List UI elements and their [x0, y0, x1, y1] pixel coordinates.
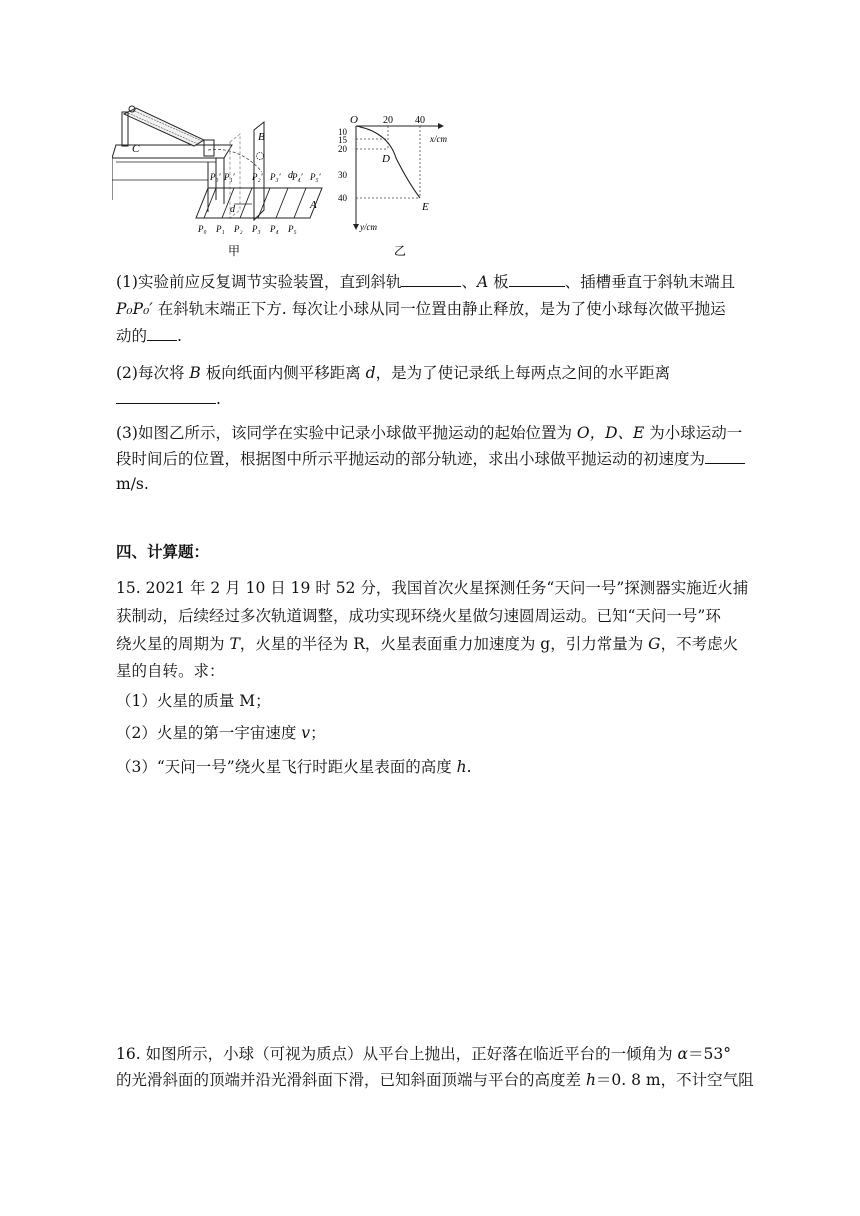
label-p5: P₅: [288, 224, 297, 234]
label-c: C: [132, 143, 140, 155]
y-tick-20: 20: [338, 144, 347, 154]
caption-jia: 甲: [228, 244, 241, 258]
section-heading: 四、计算题：: [116, 542, 210, 561]
figure-jia: [112, 100, 338, 260]
y-tick-15: 15: [338, 135, 347, 145]
label-a: A: [310, 199, 317, 211]
y-tick-30: 30: [338, 170, 347, 180]
label-p1-prime: P₁′: [224, 172, 235, 182]
q15-line4: 星的自转。求：: [116, 662, 225, 680]
q14-part3-line1: (3)如图乙所示，该同学在实验中记录小球做平抛运动的起始位置为 O，D、E 为小球运动一: [116, 424, 743, 442]
label-p3-prime: P₃′: [270, 172, 281, 182]
answer-blank[interactable]: [116, 389, 216, 404]
figure-yi: [336, 112, 466, 260]
label-p5-prime: P₅′: [310, 172, 321, 182]
q16-line2: 的光滑斜面的顶端并沿光滑斜面下滑，已知斜面顶端与平台的高度差 h＝0. 8 m，不计空气阻: [116, 1071, 754, 1089]
y-tick-10: 10: [338, 127, 347, 137]
board-a: [196, 188, 322, 218]
label-d-bottom: d: [230, 204, 235, 215]
q14-part3-line3: m/s.: [116, 475, 149, 493]
q14-part1-line3: 动的 .: [116, 327, 182, 345]
label-p3: P₃: [252, 224, 261, 234]
answer-blank[interactable]: [147, 326, 177, 341]
q16-line1: 16. 如图所示，小球（可视为质点）从平台上抛出，正好落在临近平台的一倾角为 α＝53°: [116, 1045, 731, 1063]
q14-part2-line1: (2)每次将 B 板向纸面内侧平移距离 d，是为了使记录纸上每两点之间的水平距离: [116, 364, 671, 382]
x-tick-40: 40: [415, 115, 425, 126]
point-e-label: E: [422, 201, 429, 213]
x-tick-20: 20: [383, 115, 393, 126]
q15-line3: 绕火星的周期为 T，火星的半径为 R，火星表面重力加速度为 g，引力常量为 G，不考虑火: [116, 635, 739, 653]
label-p1: P₁: [216, 224, 225, 234]
q15-line1: 15. 2021 年 2 月 10 日 19 时 52 分，我国首次火星探测任务“天问一号”探测器实施近火捕: [116, 579, 749, 597]
q15-line2: 获制动，后续经过多次轨道调整，成功实现环绕火星做匀速圆周运动。已知“天问一号”环: [116, 607, 721, 625]
q14-part2-line2: .: [116, 389, 221, 409]
q14-part3-line2: 段时间后的位置，根据图中所示平抛运动的部分轨迹，求出小球做平抛运动的初速度为: [116, 449, 745, 469]
caption-yi: 乙: [394, 244, 407, 258]
answer-blank[interactable]: [401, 272, 461, 287]
label-p0: P₀: [198, 224, 207, 234]
label-p2-prime: P₂′: [252, 172, 263, 182]
label-p4-prime: P₄′: [292, 172, 303, 182]
label-b: B: [258, 131, 265, 143]
inclined-track: [124, 108, 204, 146]
y-axis-label: y/cm: [360, 222, 377, 232]
label-p0-prime: P₀′: [210, 172, 221, 182]
label-p2: P₂: [234, 224, 243, 234]
origin-label: O: [350, 114, 358, 126]
q14-part1-line1: (1)实验前应反复调节实验装置，直到斜轨 、A 板 、插槽垂直于斜轨末端且: [116, 273, 736, 291]
answer-blank[interactable]: [705, 449, 745, 464]
label-p4: P₄: [270, 224, 279, 234]
q15-sub2: （2）火星的第一宇宙速度 v；: [116, 724, 326, 742]
q15-sub1: （1）火星的质量 M；: [116, 692, 271, 710]
y-tick-40: 40: [338, 193, 347, 203]
point-d-label: D: [382, 153, 390, 165]
q14-part1-line2: P₀P₀′ 在斜轨末端正下方. 每次让小球从同一位置由静止释放，是为了使小球每次做平抛运: [116, 300, 726, 318]
x-axis-label: x/cm: [430, 134, 447, 144]
label-d-top: d: [288, 170, 293, 181]
answer-blank[interactable]: [509, 272, 565, 287]
q15-sub3: （3）“天问一号”绕火星飞行时距火星表面的高度 h.: [116, 758, 472, 776]
